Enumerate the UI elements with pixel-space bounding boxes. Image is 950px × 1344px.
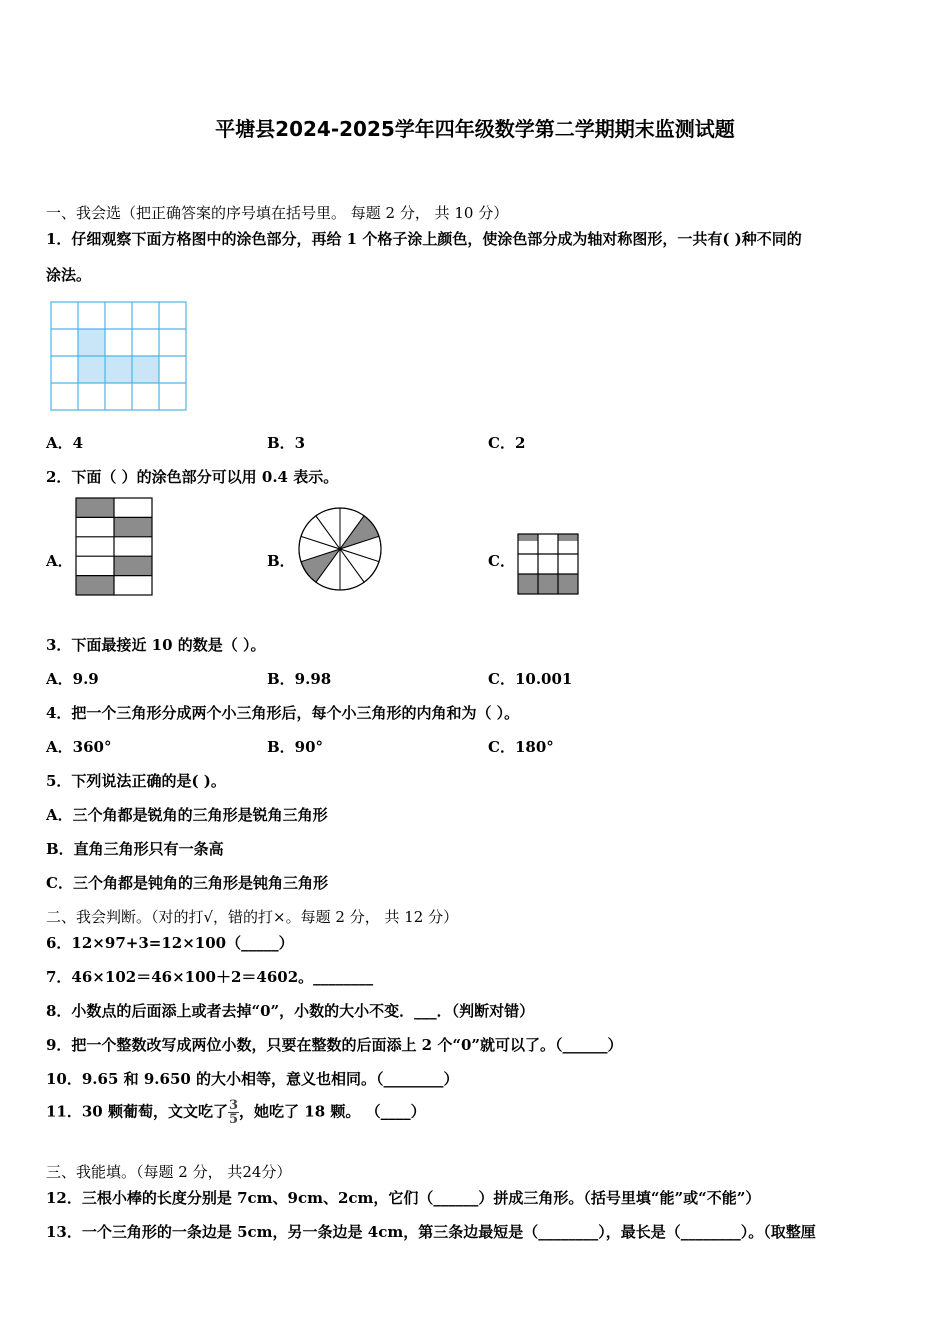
q11-text-after: ，她吃了 18 颗。 （____） [239,1102,426,1121]
q3-option-a[interactable]: A．9.9 [46,670,99,688]
question-6: 6．12×97+3=12×100（_____） [46,934,294,952]
section-two-heading: 二、我会判断。（对的打√，错的打×。每题 2 分， 共 12 分） [46,908,459,926]
shaded-cell [114,517,152,536]
fraction-denominator: 5 [228,1112,239,1127]
fraction-numerator: 3 [228,1098,239,1113]
question-1-line-1: 1．仔细观察下面方格图中的涂色部分，再给 1 个格子涂上颜色，使涂色部分成为轴对称图形，一共有( )种不同的 [46,230,802,248]
q1-option-b[interactable]: B．3 [267,434,306,452]
q5-option-c[interactable]: C．三个角都是钝角的三角形是钝角三角形 [46,874,328,892]
section-three-heading: 三、我能填。（每题 2 分， 共24分） [46,1163,292,1181]
q5-option-a[interactable]: A．三个角都是锐角的三角形是锐角三角形 [46,806,328,824]
q4-option-a[interactable]: A．360° [46,738,112,756]
shaded-cell [105,356,132,383]
shaded-cell [558,534,578,541]
q2-option-b-figure [297,506,385,594]
question-10: 10．9.65 和 9.650 的大小相等，意义也相同。（________） [46,1070,459,1088]
q2-c-shaded-cells [518,534,578,594]
q1-option-a[interactable]: A．4 [46,434,84,452]
section-one-heading: 一、我会选（把正确答案的序号填在括号里。 每题 2 分， 共 10 分） [46,204,509,222]
shaded-cell [518,534,538,541]
shaded-cell [132,356,159,383]
q11-fraction [228,1099,239,1126]
shaded-cell [538,574,558,594]
question-5-text: 5．下列说法正确的是( )。 [46,772,226,790]
shaded-cell [76,498,114,517]
q4-option-b[interactable]: B．90° [267,738,324,756]
q5-option-b[interactable]: B．直角三角形只有一条高 [46,840,224,858]
page-title: 平塘县2024-2025学年四年级数学第二学期期末监测试题 [215,117,735,141]
q3-option-b[interactable]: B．9.98 [267,670,332,688]
q11-text-before: 11．30 颗葡萄，文文吃了 [46,1102,228,1121]
shaded-cell [76,576,114,595]
q4-option-c[interactable]: C．180° [488,738,554,756]
q2-option-a-figure [75,497,155,596]
question-13: 13．一个三角形的一条边是 5cm，另一条边是 4cm，第三条边最短是（________），最长是（________）。（取整厘 [46,1223,816,1241]
question-8: 8．小数点的后面添上或者去掉“0”，小数的大小不变．___．（判断对错） [46,1002,535,1020]
q1-option-c[interactable]: C．2 [488,434,526,452]
shaded-cell [558,574,578,594]
q2-option-c-label[interactable]: C． [488,552,515,570]
q3-option-c[interactable]: C．10.001 [488,670,573,688]
question-7: 7．46×102＝46×100＋2＝4602。________ [46,968,374,986]
question-3-text: 3．下面最接近 10 的数是（ ）。 [46,636,266,654]
question-9: 9．把一个整数改写成两位小数，只要在整数的后面添上 2 个“0”就可以了。（______） [46,1036,623,1054]
question-4-text: 4．把一个三角形分成两个小三角形后，每个小三角形的内角和为（ ）。 [46,704,520,722]
q2-option-c-figure [517,533,581,597]
shaded-cell [114,556,152,575]
q1-grid-figure [50,301,188,412]
question-2-text: 2．下面（ ）的涂色部分可以用 0.4 表示。 [46,468,339,486]
question-11 [46,1099,426,1126]
shaded-cell [78,329,105,356]
q2-option-b-label[interactable]: B． [267,552,295,570]
question-1-line-2: 涂法。 [46,266,92,284]
shaded-cell [518,574,538,594]
question-12: 12．三根小棒的长度分别是 7cm、9cm、2cm，它们（______）拼成三角形。（括号里填“能”或“不能”） [46,1189,761,1207]
shaded-cell [78,356,105,383]
q2-option-a-label[interactable]: A． [46,552,73,570]
